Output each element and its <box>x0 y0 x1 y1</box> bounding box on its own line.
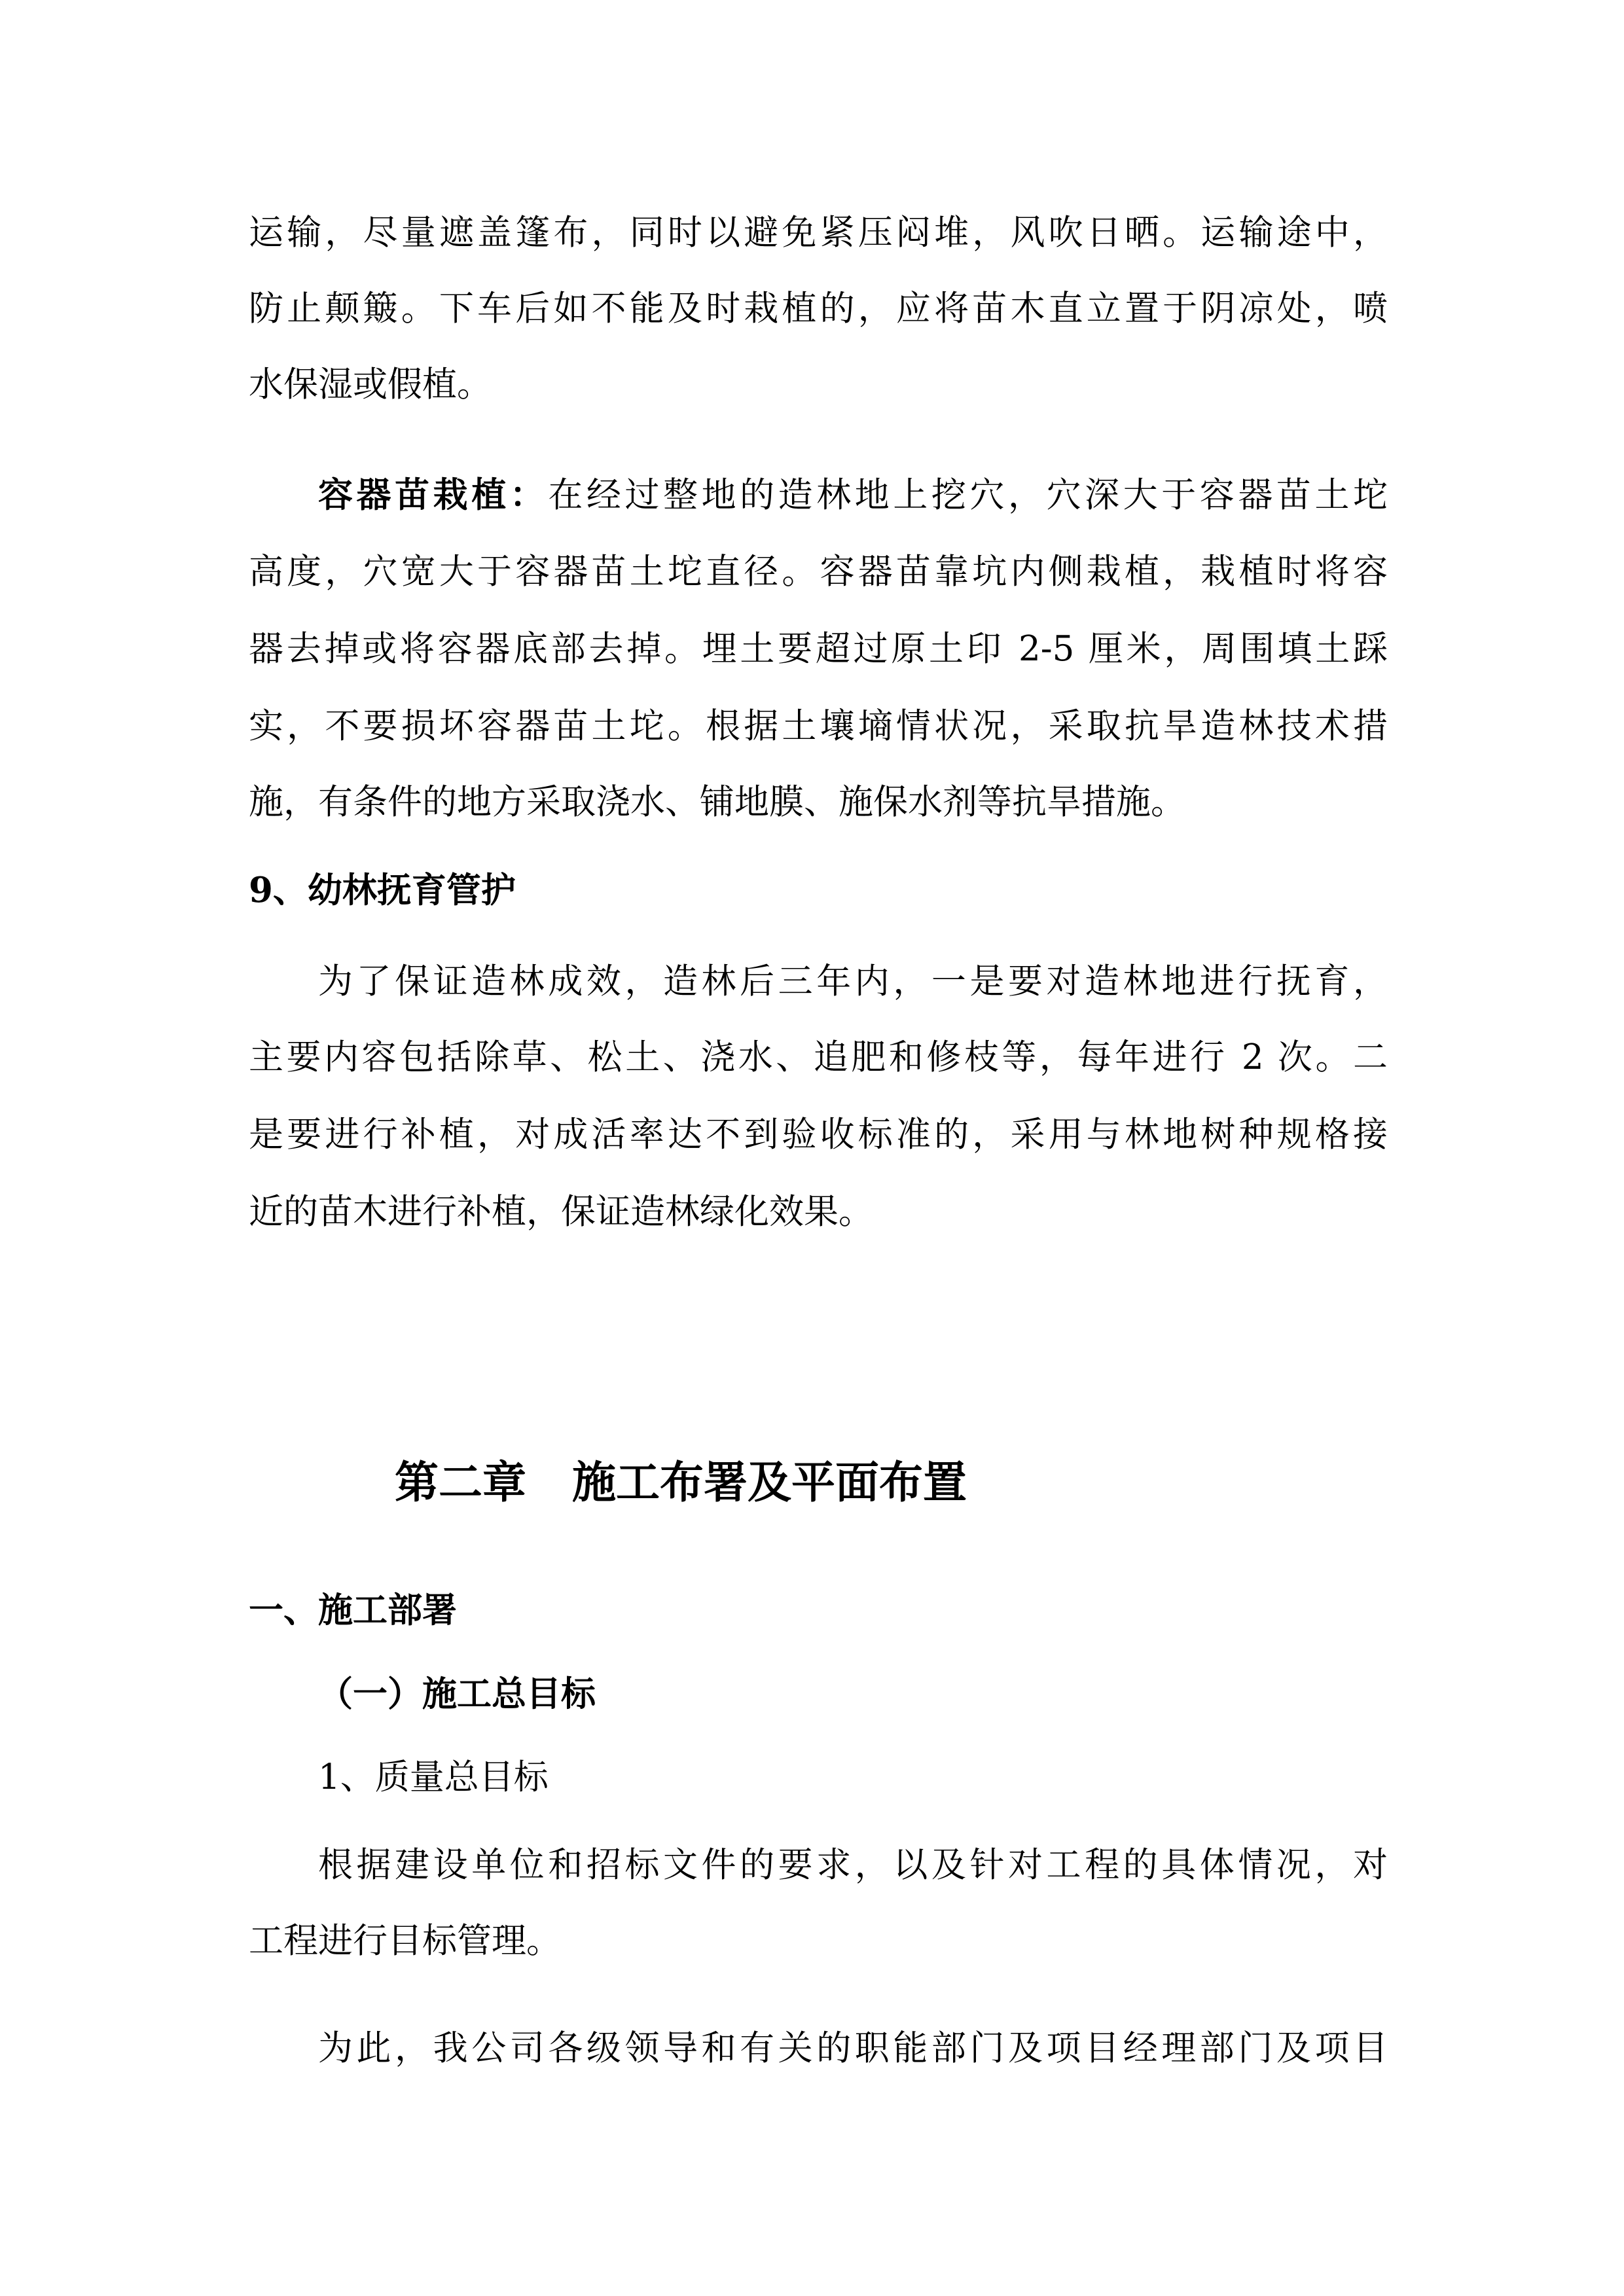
tending-line-2: 主要内容包括除草、松土、浇水、追肥和修枝等，每年进行 2 次。二 <box>249 1037 1388 1077</box>
tending-line-1: 为了保证造林成效，造林后三年内，一是要对造林地进行抚育， <box>318 961 1388 1001</box>
container-planting-line-2: 高度，穴宽大于容器苗土坨直径。容器苗靠坑内侧栽植，栽植时将容 <box>249 552 1388 592</box>
container-planting-line-5: 施，有条件的地方采取浇水、铺地膜、施保水剂等抗旱措施。 <box>249 782 1185 822</box>
container-planting-label: 容器苗栽植： <box>318 475 549 515</box>
section-heading-construction-deployment: 一、施工部署 <box>249 1590 457 1630</box>
container-planting-first-text: 在经过整地的造林地上挖穴，穴深大于容器苗土坨 <box>548 475 1388 515</box>
management-para-line-1: 为此，我公司各级领导和有关的职能部门及项目经理部门及项目 <box>318 2028 1388 2068</box>
goal-para-line-2: 工程进行目标管理。 <box>249 1921 561 1961</box>
container-planting-line-4: 实，不要损坏容器苗土坨。根据土壤墒情状况，采取抗旱造林技术措 <box>249 706 1388 746</box>
subheading-overall-goal: （一）施工总目标 <box>318 1674 596 1714</box>
goal-para-line-1: 根据建设单位和招标文件的要求，以及针对工程的具体情况，对 <box>318 1845 1388 1885</box>
tending-line-3: 是要进行补植，对成活率达不到验收标准的，采用与林地树种规格接 <box>249 1115 1388 1155</box>
chapter-number: 第二章 <box>395 1457 526 1508</box>
item-quality-goal: 1、质量总目标 <box>318 1757 549 1797</box>
transport-line-2: 防止颠簸。下车后如不能及时栽植的，应将苗木直立置于阴凉处，喷 <box>249 289 1388 329</box>
container-planting-line-1 <box>318 469 1388 522</box>
transport-line-3: 水保湿或假植。 <box>249 365 492 404</box>
tending-line-4: 近的苗木进行补植，保证造林绿化效果。 <box>249 1192 873 1232</box>
transport-line-1: 运输，尽量遮盖篷布，同时以避免紧压闷堆，风吹日晒。运输途中， <box>249 213 1388 253</box>
chapter-name: 施工布署及平面布置 <box>572 1457 967 1508</box>
section-heading-young-forest: 9、幼林抚育管护 <box>249 870 516 910</box>
container-planting-line-3: 器去掉或将容器底部去掉。埋土要超过原土印 2-5 厘米，周围填土踩 <box>249 629 1388 669</box>
chapter-title <box>395 1453 967 1512</box>
